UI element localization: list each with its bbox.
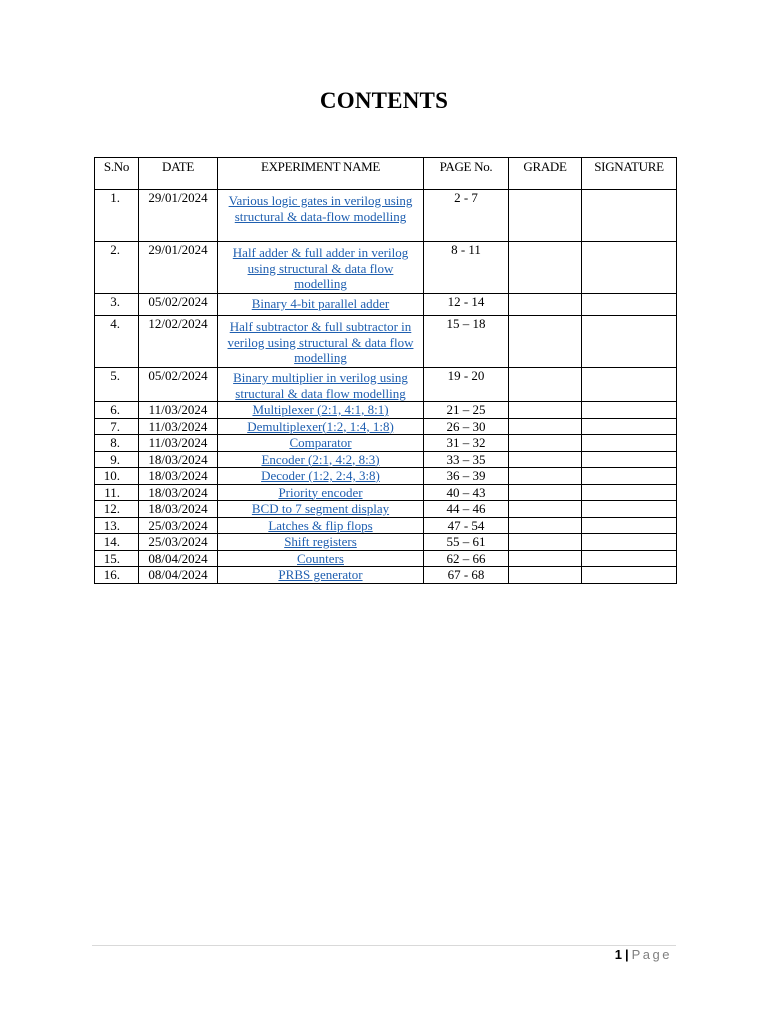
cell-date: 18/03/2024 [139, 484, 218, 501]
header-date: DATE [139, 158, 218, 190]
cell-date: 29/01/2024 [139, 242, 218, 294]
cell-page: 21 – 25 [424, 402, 509, 419]
cell-signature [582, 190, 677, 242]
experiment-link[interactable]: Decoder (1:2, 2:4, 3:8) [218, 468, 424, 485]
table-header-row [95, 158, 677, 190]
table-row [95, 567, 677, 584]
cell-date: 18/03/2024 [139, 468, 218, 485]
cell-signature [582, 451, 677, 468]
table-row [95, 517, 677, 534]
table-row [95, 534, 677, 551]
cell-grade [509, 402, 582, 419]
cell-sno: 3. [95, 294, 139, 316]
header-page-no: PAGE No. [424, 158, 509, 190]
cell-signature [582, 534, 677, 551]
cell-signature [582, 468, 677, 485]
table-row [95, 501, 677, 518]
experiment-link[interactable]: Priority encoder [218, 484, 424, 501]
cell-sno: 9. [95, 451, 139, 468]
experiment-link[interactable]: Binary multiplier in verilog using structural & data flow modelling [218, 368, 424, 402]
cell-sno: 6. [95, 402, 139, 419]
experiment-link[interactable]: Half adder & full adder in verilog using structural & data flow modelling [218, 242, 424, 294]
experiment-link[interactable]: Binary 4-bit parallel adder [218, 294, 424, 316]
cell-signature [582, 550, 677, 567]
cell-page: 62 – 66 [424, 550, 509, 567]
page-number: 1 [614, 947, 622, 962]
cell-signature [582, 567, 677, 584]
table-row [95, 468, 677, 485]
cell-date: 11/03/2024 [139, 418, 218, 435]
table-row [95, 418, 677, 435]
cell-grade [509, 368, 582, 402]
cell-signature [582, 501, 677, 518]
cell-date: 08/04/2024 [139, 550, 218, 567]
cell-sno: 11. [95, 484, 139, 501]
cell-page: 47 - 54 [424, 517, 509, 534]
table-row [95, 402, 677, 419]
footer-divider [92, 945, 676, 946]
cell-sno: 1. [95, 190, 139, 242]
table-row [95, 451, 677, 468]
cell-signature [582, 418, 677, 435]
cell-sno: 14. [95, 534, 139, 551]
cell-date: 25/03/2024 [139, 534, 218, 551]
cell-grade [509, 534, 582, 551]
cell-sno: 2. [95, 242, 139, 294]
experiment-link[interactable]: Latches & flip flops [218, 517, 424, 534]
cell-grade [509, 435, 582, 452]
cell-grade [509, 517, 582, 534]
footer-separator: | [624, 947, 629, 962]
table-row [95, 368, 677, 402]
header-signature: SIGNATURE [582, 158, 677, 190]
cell-grade [509, 190, 582, 242]
experiment-link[interactable]: Half subtractor & full subtractor in verilog using structural & data flow modelling [218, 316, 424, 368]
cell-date: 12/02/2024 [139, 316, 218, 368]
cell-signature [582, 294, 677, 316]
table-row [95, 435, 677, 452]
page-word: Page [631, 947, 672, 962]
experiment-link[interactable]: Shift registers [218, 534, 424, 551]
cell-date: 25/03/2024 [139, 517, 218, 534]
cell-grade [509, 468, 582, 485]
experiment-link[interactable]: Encoder (2:1, 4:2, 8:3) [218, 451, 424, 468]
cell-grade [509, 550, 582, 567]
cell-date: 11/03/2024 [139, 435, 218, 452]
page-title: CONTENTS [319, 88, 449, 113]
cell-sno: 10. [95, 468, 139, 485]
cell-signature [582, 242, 677, 294]
experiment-link[interactable]: Comparator [218, 435, 424, 452]
cell-date: 05/02/2024 [139, 294, 218, 316]
cell-page: 31 – 32 [424, 435, 509, 452]
cell-sno: 16. [95, 567, 139, 584]
table-row [95, 294, 677, 316]
cell-sno: 12. [95, 501, 139, 518]
cell-sno: 7. [95, 418, 139, 435]
table-row [95, 190, 677, 242]
table-row [95, 316, 677, 368]
cell-grade [509, 294, 582, 316]
experiment-link[interactable]: Various logic gates in verilog using structural & data-flow modelling [218, 190, 424, 242]
cell-page: 15 – 18 [424, 316, 509, 368]
table-row [95, 484, 677, 501]
cell-sno: 8. [95, 435, 139, 452]
cell-page: 26 – 30 [424, 418, 509, 435]
cell-sno: 13. [95, 517, 139, 534]
cell-date: 18/03/2024 [139, 501, 218, 518]
cell-sno: 5. [95, 368, 139, 402]
cell-signature [582, 316, 677, 368]
header-sno: S.No [95, 158, 139, 190]
header-experiment-name: EXPERIMENT NAME [218, 158, 424, 190]
cell-page: 36 – 39 [424, 468, 509, 485]
experiment-link[interactable]: Multiplexer (2:1, 4:1, 8:1) [218, 402, 424, 419]
table-row [95, 550, 677, 567]
cell-page: 40 – 43 [424, 484, 509, 501]
cell-page: 44 – 46 [424, 501, 509, 518]
cell-grade [509, 418, 582, 435]
cell-page: 55 – 61 [424, 534, 509, 551]
cell-date: 05/02/2024 [139, 368, 218, 402]
cell-grade [509, 567, 582, 584]
cell-date: 08/04/2024 [139, 567, 218, 584]
cell-page: 12 - 14 [424, 294, 509, 316]
page-footer [615, 947, 672, 962]
cell-signature [582, 435, 677, 452]
experiment-link[interactable]: PRBS generator [218, 567, 424, 584]
cell-grade [509, 242, 582, 294]
cell-grade [509, 451, 582, 468]
experiment-link[interactable]: Demultiplexer(1:2, 1:4, 1:8) [218, 418, 424, 435]
cell-page: 8 - 11 [424, 242, 509, 294]
experiment-link[interactable]: BCD to 7 segment display [218, 501, 424, 518]
cell-signature [582, 517, 677, 534]
header-grade: GRADE [509, 158, 582, 190]
cell-page: 33 – 35 [424, 451, 509, 468]
table-row [95, 242, 677, 294]
cell-page: 2 - 7 [424, 190, 509, 242]
contents-table [94, 157, 677, 584]
cell-grade [509, 484, 582, 501]
cell-signature [582, 484, 677, 501]
cell-date: 18/03/2024 [139, 451, 218, 468]
experiment-link[interactable]: Counters [218, 550, 424, 567]
cell-date: 29/01/2024 [139, 190, 218, 242]
cell-sno: 4. [95, 316, 139, 368]
cell-grade [509, 501, 582, 518]
cell-signature [582, 402, 677, 419]
cell-page: 67 - 68 [424, 567, 509, 584]
cell-sno: 15. [95, 550, 139, 567]
cell-signature [582, 368, 677, 402]
cell-grade [509, 316, 582, 368]
cell-date: 11/03/2024 [139, 402, 218, 419]
cell-page: 19 - 20 [424, 368, 509, 402]
